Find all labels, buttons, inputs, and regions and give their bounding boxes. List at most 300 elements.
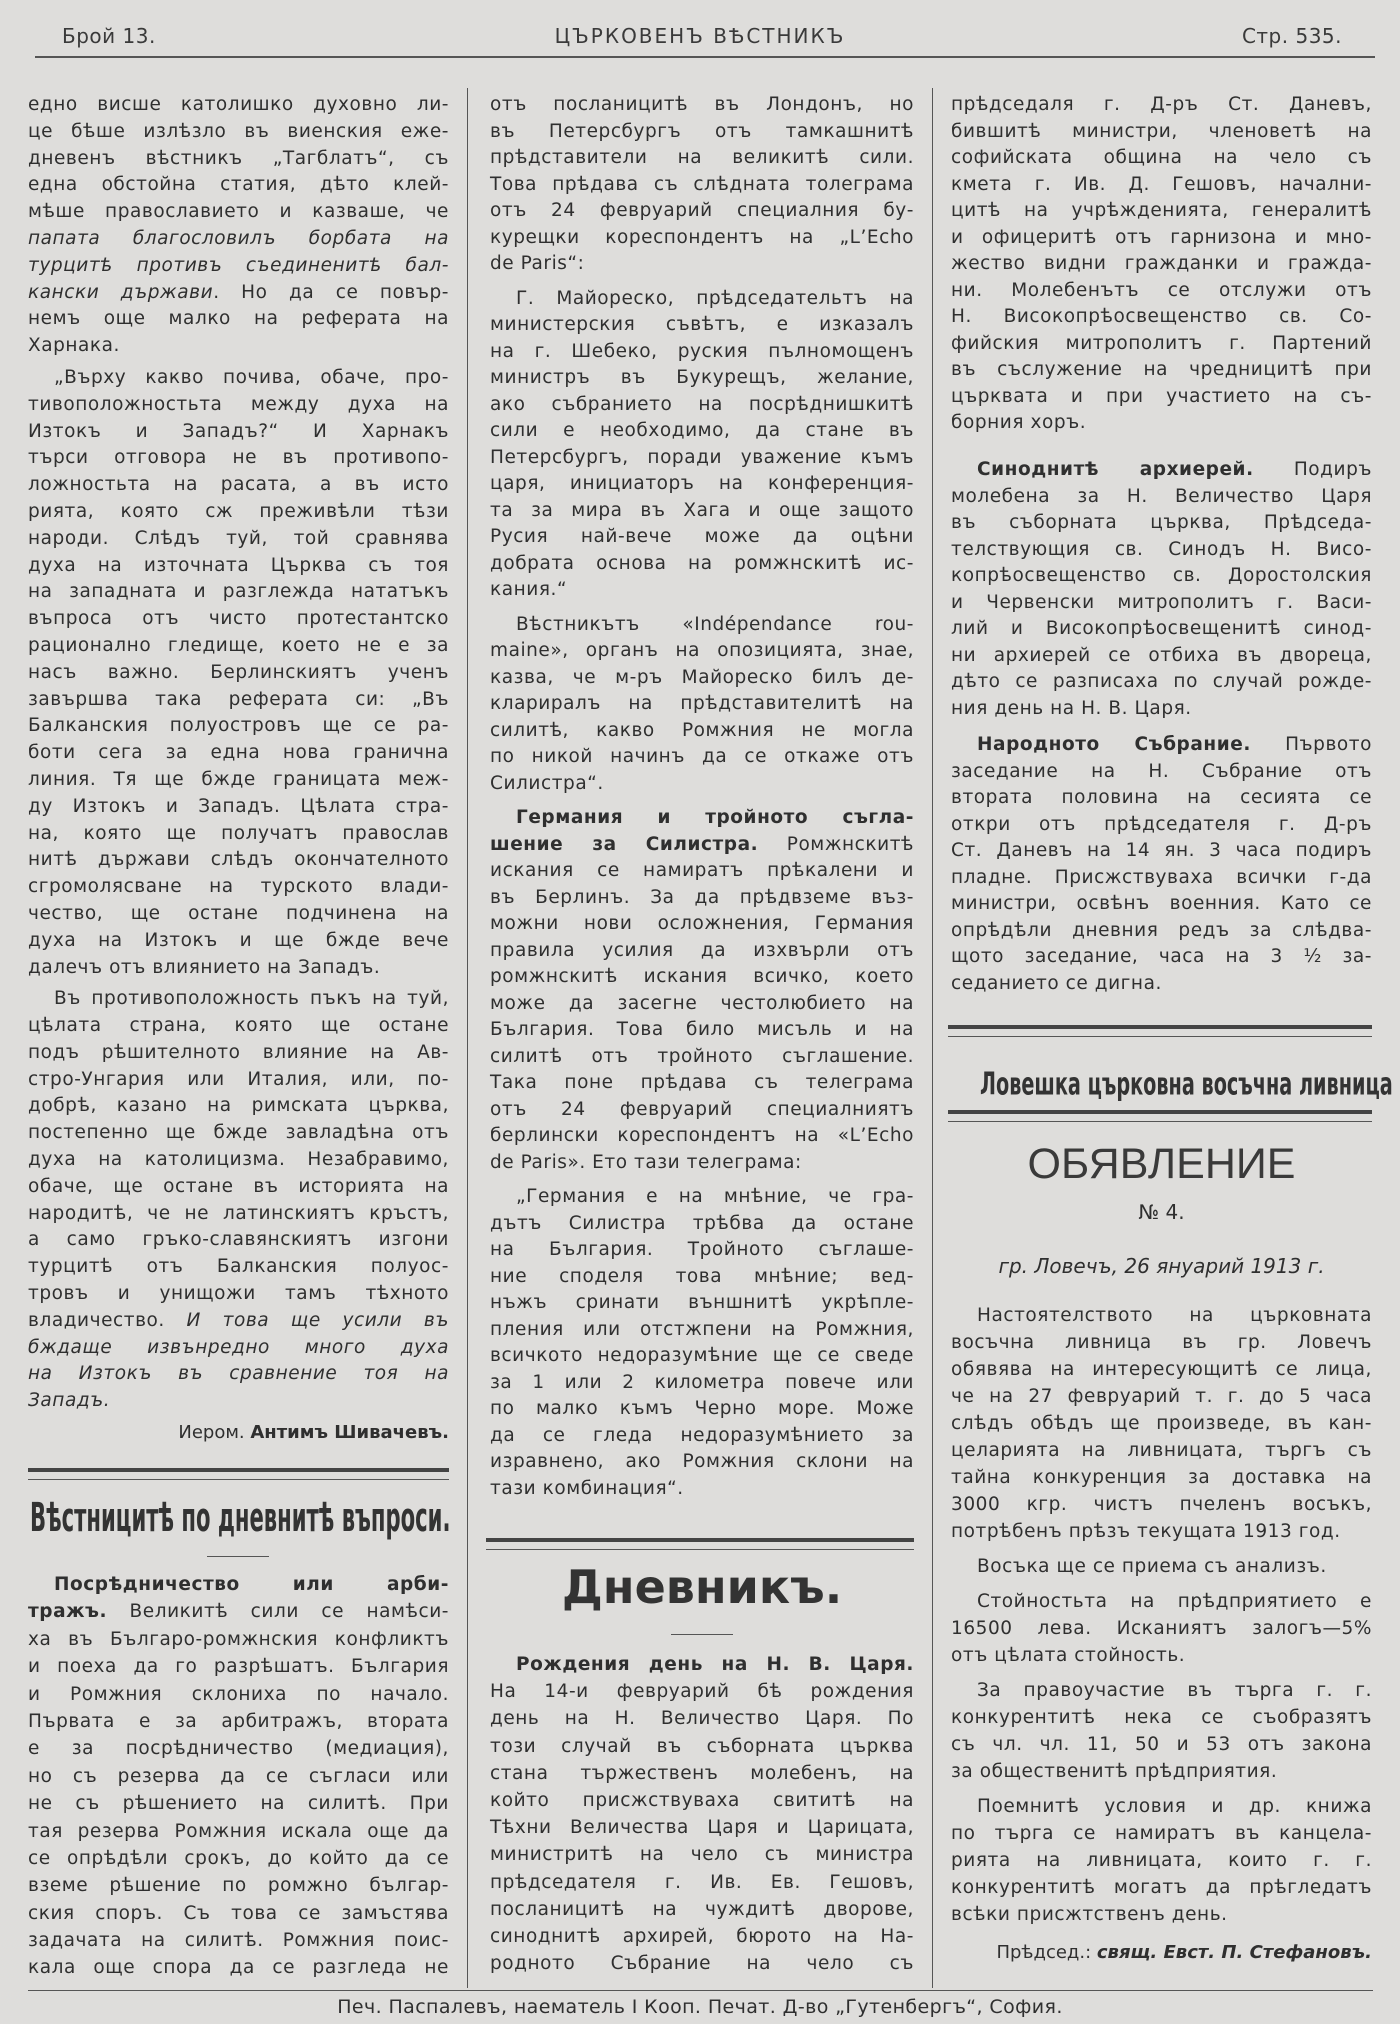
text-segment: съ чл. чл. 11, 50 и 53 отъ закона xyxy=(951,1734,1372,1755)
ad-signature xyxy=(951,1942,1372,1963)
text-line xyxy=(28,1954,449,1981)
text-line xyxy=(951,1437,1372,1464)
bold-lead-text: тражъ. xyxy=(28,1601,108,1623)
text-segment: цѣлата страна, която ще остане xyxy=(28,1015,449,1037)
signature-prefix: Прѣдсед.: xyxy=(996,1942,1097,1963)
text-segment: добрѣ, казано на римската църква, xyxy=(28,1095,449,1117)
text-line xyxy=(490,885,914,912)
text-line xyxy=(951,1464,1372,1491)
text-segment: за общественитѣ прѣдприятия. xyxy=(951,1761,1278,1782)
text-segment: Ст. Даневъ на 14 ян. 3 часа подиръ xyxy=(951,840,1372,861)
text-segment: бившитѣ министри, членоветѣ на xyxy=(951,120,1372,142)
text-line xyxy=(490,312,914,339)
text-segment: ложностьта на расата, а въ исто xyxy=(28,474,449,496)
text-line xyxy=(490,1370,914,1397)
bold-lead-text: Рождения день на Н. В. Царя. xyxy=(516,1654,914,1675)
text-line xyxy=(490,198,914,225)
text-segment: Подиръ xyxy=(1253,459,1372,480)
article-continuation xyxy=(28,92,449,1420)
text-segment: дѣто се разписаха по случай рожде- xyxy=(951,671,1372,692)
text-line xyxy=(490,612,914,639)
text-line xyxy=(28,1653,449,1680)
text-segment: Харнака. xyxy=(28,335,120,357)
text-line xyxy=(28,499,449,526)
text-segment: ха въ Българо-ромжнския конфликтъ xyxy=(28,1628,449,1650)
article-continuation xyxy=(951,92,1372,442)
paragraph xyxy=(951,1302,1372,1545)
text-line xyxy=(28,472,449,499)
paragraph xyxy=(490,805,914,1176)
text-segment: за 1 или 2 километра повече или xyxy=(490,1371,914,1393)
text-segment: Настоятелството на църковната xyxy=(977,1305,1372,1326)
ad-dateline: гр. Ловечъ, 26 януарий 1913 г. xyxy=(998,1254,1325,1278)
text-line xyxy=(28,1040,449,1067)
text-line xyxy=(951,92,1372,119)
text-segment: Н. Високопрѣосвещенство св. Со- xyxy=(951,306,1372,327)
text-segment: нъжъ сринати външнитѣ укрѣпле- xyxy=(490,1292,914,1313)
text-segment: и поеха да го разрѣшатъ. България xyxy=(28,1656,449,1678)
text-line xyxy=(28,226,449,253)
text-segment: задачата на силитѣ. Ромжния поис- xyxy=(28,1930,449,1952)
paragraph xyxy=(951,457,1372,722)
text-line xyxy=(490,286,914,313)
text-segment: изравнено, ако Ромжния склони на xyxy=(490,1451,914,1472)
text-line xyxy=(28,119,449,146)
text-line xyxy=(28,365,449,392)
text-segment: дневенъ вѣстникъ „Тагблатъ“, съ xyxy=(28,147,449,169)
text-line xyxy=(28,306,449,333)
text-line xyxy=(951,918,1372,945)
text-segment: фийския митрополитъ г. Партений xyxy=(951,332,1372,354)
text-segment: de Paris“: xyxy=(490,253,585,274)
text-line xyxy=(28,821,449,848)
text-line xyxy=(28,794,449,821)
text-line xyxy=(490,119,914,146)
paragraph xyxy=(951,1553,1372,1580)
text-line xyxy=(490,551,914,578)
text-segment: ския споръ. Съ това се замъстява xyxy=(28,1902,449,1924)
text-segment: Изтокъ и Западъ?“ И Харнакъ xyxy=(28,420,449,442)
text-segment: въ Берлинъ. За да прѣдвземе въз- xyxy=(490,886,914,908)
header-rule xyxy=(35,56,1375,58)
italic-text: Западъ. xyxy=(28,1390,111,1412)
text-line xyxy=(490,418,914,445)
text-segment: народи. Слѣдъ туй, той сравнява xyxy=(28,527,449,549)
text-line xyxy=(951,357,1372,384)
text-segment: Поемнитѣ условия и др. книжа xyxy=(977,1796,1372,1817)
italic-text: на Изтокъ въ сравнение тоя на xyxy=(28,1363,449,1385)
text-line xyxy=(28,146,449,173)
text-line xyxy=(490,911,914,938)
text-line xyxy=(28,253,449,280)
text-segment: копрѣосвещенство св. Доростолския xyxy=(951,565,1372,586)
text-line xyxy=(951,1847,1372,1874)
text-segment: искания се намиратъ прѣкалени и xyxy=(490,860,914,881)
text-line xyxy=(951,119,1372,146)
text-segment: България. Това било мисъль и на xyxy=(490,1019,914,1040)
text-line xyxy=(951,1731,1372,1758)
footer-rule xyxy=(28,1990,1373,1991)
text-line xyxy=(28,1093,449,1120)
text-segment: Петерсбургъ, поради уважение къмъ xyxy=(490,446,914,468)
text-line xyxy=(490,524,914,551)
text-line xyxy=(28,1120,449,1147)
text-segment: Първото xyxy=(1250,734,1372,755)
article-continuation xyxy=(490,92,914,1510)
text-segment: курещки кореспондентъ на „L’Echo xyxy=(490,226,914,248)
text-line xyxy=(490,1787,914,1814)
text-segment: обаче, ще остане въ историята на xyxy=(28,1175,449,1197)
double-rule xyxy=(948,1025,1372,1037)
text-line xyxy=(951,1553,1372,1580)
text-segment: щото заседание, часа на 3 ½ за- xyxy=(951,946,1372,967)
text-line xyxy=(490,938,914,965)
text-segment: опрѣдѣли дневния редъ за слѣдва- xyxy=(951,919,1372,941)
text-line xyxy=(951,331,1372,358)
text-line xyxy=(28,1681,449,1708)
text-line xyxy=(28,392,449,419)
text-segment: на западната и разглежда нататъкъ xyxy=(28,581,449,603)
text-line xyxy=(28,1281,449,1308)
text-line xyxy=(951,563,1372,590)
text-segment: казва, че м-ръ Майореско билъ де- xyxy=(490,666,914,688)
text-line xyxy=(490,445,914,472)
text-line xyxy=(490,964,914,991)
text-segment: стана тържественъ молебенъ, на xyxy=(490,1762,914,1784)
article-signature xyxy=(28,1422,449,1443)
text-line xyxy=(951,1491,1372,1518)
text-segment: по малко къмъ Черно море. Може xyxy=(490,1398,914,1419)
text-line xyxy=(28,445,449,472)
newspaper-title: ЦЪРКОВЕНЪ ВѢСТНИКЪ xyxy=(554,24,846,48)
text-segment: Ромжнскитѣ xyxy=(758,833,915,855)
text-segment: седанието се дигна. xyxy=(951,972,1162,994)
text-line xyxy=(28,1147,449,1174)
text-segment: насъ важно. Берлинскиятъ ученъ xyxy=(28,661,449,683)
text-line xyxy=(490,1476,914,1503)
text-line xyxy=(951,537,1372,564)
short-rule xyxy=(671,1634,733,1635)
text-segment: клариралъ на прѣдставителитѣ на xyxy=(490,693,914,714)
text-segment: народитѣ, че не латинскиятъ кръстъ, xyxy=(28,1202,449,1224)
text-line xyxy=(28,1763,449,1790)
text-segment: не съ рѣшението на силитѣ. При xyxy=(28,1793,449,1815)
text-line xyxy=(951,669,1372,696)
paragraph xyxy=(28,1571,449,1982)
paragraph xyxy=(951,92,1372,437)
column-divider xyxy=(467,88,468,1988)
text-line xyxy=(28,1735,449,1762)
text-segment: на г. Шебеко, руския пълномощенъ xyxy=(490,340,914,362)
text-line xyxy=(28,767,449,794)
italic-text: турцитѣ противъ съединенитѣ бал- xyxy=(28,254,449,276)
text-segment: постепенно ще бжде завладѣна отъ xyxy=(28,1122,449,1144)
text-line xyxy=(28,1900,449,1927)
paragraph xyxy=(28,986,449,1415)
text-line xyxy=(951,1642,1372,1669)
text-segment: рията на ливницата, които г. г. xyxy=(951,1850,1372,1871)
text-segment: а само гръко-славянскиятъ изгони xyxy=(28,1229,449,1251)
text-line xyxy=(951,484,1372,511)
text-line xyxy=(28,1571,449,1598)
text-segment: кания.“ xyxy=(490,579,568,600)
text-segment: прѣдставители на великитѣ сили. xyxy=(490,147,914,168)
text-line xyxy=(490,718,914,745)
text-segment: но съ резерва да се съгласи или xyxy=(28,1765,449,1787)
ad-banner: Ловешка църковна восъчна ливница xyxy=(980,1067,1393,1103)
text-line xyxy=(28,740,449,767)
text-segment: по търга се намиратъ въ канцела- xyxy=(951,1823,1372,1844)
text-line xyxy=(490,392,914,419)
text-line xyxy=(951,304,1372,331)
text-segment: всѣки присжтственъ день. xyxy=(951,1904,1228,1925)
text-line xyxy=(28,579,449,606)
text-segment: силитѣ, какво Ромжния не могла xyxy=(490,719,914,741)
text-line xyxy=(490,1184,914,1211)
text-segment: восъчна ливница въ гр. Ловечъ xyxy=(951,1332,1372,1353)
text-line xyxy=(490,577,914,604)
text-segment: ду Изтокъ и Западъ. Цѣлата стра- xyxy=(28,795,449,817)
text-line xyxy=(28,526,449,553)
text-line xyxy=(951,732,1372,759)
text-segment: силитѣ отъ тройното съглашение. xyxy=(490,1045,914,1067)
signature-prefix: Иером. xyxy=(178,1422,251,1443)
text-line xyxy=(951,172,1372,199)
text-line xyxy=(490,365,914,392)
text-line xyxy=(490,1097,914,1124)
paragraph xyxy=(490,286,914,604)
text-segment: линия. Тя ще бжде границата меж- xyxy=(28,768,449,790)
text-segment: отъ цѣлата стойность. xyxy=(951,1645,1186,1666)
text-segment: стро-Унгария или Италия, или, по- xyxy=(28,1068,449,1090)
text-line xyxy=(490,1264,914,1291)
paragraph xyxy=(28,92,449,360)
italic-text: папата благословилъ борбата на xyxy=(28,227,449,249)
text-line xyxy=(951,759,1372,786)
text-line xyxy=(28,687,449,714)
text-line xyxy=(490,1923,914,1950)
text-line xyxy=(28,901,449,928)
paragraph xyxy=(490,612,914,798)
text-line xyxy=(28,1067,449,1094)
text-segment: да се гледа недоразумѣнието за xyxy=(490,1424,914,1446)
text-line xyxy=(28,955,449,982)
text-segment: че на 27 февруарий т. г. до 5 часа xyxy=(951,1386,1372,1407)
text-segment: владичество. xyxy=(28,1309,187,1331)
text-line xyxy=(951,510,1372,537)
text-line xyxy=(951,1677,1372,1704)
text-line xyxy=(951,865,1372,892)
section-heading: Дневникъ. xyxy=(561,1560,843,1614)
text-segment: 3000 кгр. чистъ пчеленъ восъкъ, xyxy=(951,1494,1372,1515)
text-line xyxy=(28,928,449,955)
text-segment: молебена за Н. Величество Царя xyxy=(951,485,1372,507)
text-line xyxy=(951,590,1372,617)
text-segment: нитѣ държави слѣдъ окончателното xyxy=(28,849,449,871)
text-line xyxy=(951,616,1372,643)
text-segment: духа на източната Църква съ тоя xyxy=(28,554,449,576)
text-segment: тровъ и унищожи тамъ тѣхното xyxy=(28,1283,449,1305)
text-segment: синоднитѣ архирей, бюрото на На- xyxy=(490,1925,914,1947)
text-line xyxy=(28,1872,449,1899)
text-segment: Балканския полуостровъ ще се ра- xyxy=(28,715,449,737)
text-line xyxy=(28,1013,449,1040)
text-segment: ние споделя това мнѣние; вед- xyxy=(490,1265,914,1287)
text-line xyxy=(951,1518,1372,1545)
text-line xyxy=(490,1290,914,1317)
text-line xyxy=(490,832,914,859)
text-line xyxy=(490,691,914,718)
text-segment: на, която ще получатъ православ xyxy=(28,822,449,844)
double-rule xyxy=(486,1538,914,1550)
text-segment: царя, инициаторъ на конференция- xyxy=(490,473,914,494)
text-line xyxy=(490,1423,914,1450)
ad-number: № 4. xyxy=(1138,1200,1185,1224)
text-segment: въпроса отъ чисто протестантско xyxy=(28,608,449,630)
text-segment: можни нови осложнения, Германия xyxy=(490,913,914,934)
text-line xyxy=(490,1044,914,1071)
text-line xyxy=(951,384,1372,411)
text-line xyxy=(951,838,1372,865)
text-segment: отъ 24 февруарий специалния бу- xyxy=(490,200,914,221)
text-line xyxy=(28,1598,449,1625)
text-segment: „Германия е на мнѣние, че гра- xyxy=(516,1186,914,1207)
text-segment: подъ рѣшителното влияние на Ав- xyxy=(28,1041,449,1063)
text-line xyxy=(951,971,1372,998)
text-segment: тивоположностьта между духа на xyxy=(28,393,449,415)
text-line xyxy=(28,199,449,226)
text-segment: сгромолясване на турското влади- xyxy=(28,876,449,898)
text-line xyxy=(28,1388,449,1415)
text-line xyxy=(951,1901,1372,1928)
text-segment: отъ посланицитѣ въ Лондонъ, но xyxy=(490,94,914,115)
text-segment: прѣдседаля г. Д-ръ Ст. Даневъ, xyxy=(951,94,1372,115)
text-line xyxy=(490,805,914,832)
text-segment: отъ 24 февруарий специалниятъ xyxy=(490,1098,914,1120)
text-line xyxy=(951,225,1372,252)
paragraph xyxy=(951,732,1372,997)
text-line xyxy=(490,1070,914,1097)
text-segment: и Червенски митрополитъ г. Васи- xyxy=(951,591,1372,613)
text-line xyxy=(490,1123,914,1150)
text-line xyxy=(28,1174,449,1201)
text-line xyxy=(490,771,914,798)
text-segment: на България. Тройното съглаше- xyxy=(490,1239,914,1260)
text-segment: кала още спора да се разгледа не xyxy=(28,1957,449,1979)
text-line xyxy=(28,419,449,446)
bold-lead-text: Народното Събрание. xyxy=(977,734,1251,755)
text-segment: който присжствуваха свититѣ на xyxy=(490,1789,914,1811)
text-line xyxy=(490,1211,914,1238)
text-line xyxy=(951,145,1372,172)
text-segment: въ съслужение на чредницитѣ при xyxy=(951,359,1372,380)
text-segment: Това прѣдава съ слѣдната толеграма xyxy=(490,173,914,195)
text-segment: втората половина на сесията се xyxy=(951,787,1372,808)
text-line xyxy=(28,1361,449,1388)
text-segment: откри отъ прѣдседателя г. Д-ръ xyxy=(951,813,1372,835)
text-segment: слѣдъ обѣдъ ще произведе, въ кан- xyxy=(951,1413,1372,1434)
text-segment: Вѣстникътъ «Indépendance rou- xyxy=(516,613,914,635)
text-line xyxy=(490,1733,914,1760)
text-line xyxy=(490,1841,914,1868)
text-line xyxy=(490,1317,914,1344)
text-segment: въ Петерсбургъ отъ тамкашнитѣ xyxy=(490,120,914,142)
text-segment: по никой начинъ да се откаже отъ xyxy=(490,746,914,767)
paragraph xyxy=(28,365,449,981)
text-line xyxy=(28,172,449,199)
text-segment: цитѣ на учрѣжденията, генералитѣ xyxy=(951,200,1372,221)
text-line xyxy=(28,1708,449,1735)
text-line xyxy=(951,812,1372,839)
signature-name: свящ. Евст. П. Стефановъ. xyxy=(1096,1942,1372,1963)
text-segment: заседание на Н. Събрание отъ xyxy=(951,760,1372,782)
text-segment: ромжнскитѣ искания всичко, което xyxy=(490,966,914,987)
text-line xyxy=(28,1626,449,1653)
text-line xyxy=(490,1237,914,1264)
bold-lead-text: Синоднитѣ архиерей. xyxy=(977,459,1254,480)
text-line xyxy=(28,1254,449,1281)
ad-title: ОБЯВЛЕНИЕ xyxy=(1027,1140,1296,1188)
bold-lead-text: Посрѣдничество или арби- xyxy=(54,1574,449,1595)
text-segment: целарията на ливницата, търгъ съ xyxy=(951,1440,1372,1461)
text-line xyxy=(28,633,449,660)
text-line xyxy=(490,991,914,1018)
text-line xyxy=(28,660,449,687)
italic-text: бждаще извънредно много духа xyxy=(28,1336,449,1358)
text-segment: немъ още малко на реферата на xyxy=(28,308,449,330)
text-line xyxy=(490,1814,914,1841)
text-line xyxy=(28,713,449,740)
text-segment: боти сега за една нова гранична xyxy=(28,742,449,764)
text-line xyxy=(490,1950,914,1977)
italic-text: кански държави xyxy=(28,281,214,303)
text-segment: се опрѣдѣли срокъ, до който да се xyxy=(28,1847,449,1869)
bold-lead-text: Германия и тройното съгла- xyxy=(516,807,914,828)
text-line xyxy=(951,1410,1372,1437)
text-segment: тая резерва Ромжния искала още да xyxy=(28,1820,449,1842)
text-segment: е за посрѣдничество (медиация), xyxy=(28,1738,449,1760)
text-segment: въ съборната църква, Прѣдседа- xyxy=(951,512,1372,533)
text-line xyxy=(951,1588,1372,1615)
text-line xyxy=(490,1449,914,1476)
text-segment: софийската община на чело съ xyxy=(951,147,1372,168)
paragraph xyxy=(951,1588,1372,1669)
text-line xyxy=(490,1896,914,1923)
text-line xyxy=(951,1758,1372,1785)
text-segment: борния хоръ. xyxy=(951,412,1087,433)
text-segment: и Ромжния склониха по начало. xyxy=(28,1683,449,1705)
text-line xyxy=(490,339,914,366)
text-segment: конкурентитѣ могатъ да прѣгледатъ xyxy=(951,1877,1372,1898)
text-line xyxy=(490,1150,914,1177)
text-segment: Въ противоположность пъкъ на туй, xyxy=(54,988,449,1010)
text-segment: телствующия св. Синодъ Н. Висо- xyxy=(951,538,1372,560)
text-line xyxy=(28,1927,449,1954)
text-line xyxy=(490,744,914,771)
text-line xyxy=(28,1790,449,1817)
text-line xyxy=(490,1017,914,1044)
text-segment: ния день на Н. В. Царя. xyxy=(951,697,1192,719)
text-segment: ни. Молебенътъ се отслужи отъ xyxy=(951,279,1372,301)
signature-name: Антимъ Шивачевъ. xyxy=(250,1422,449,1443)
text-line xyxy=(28,92,449,119)
section-heading: Вѣстницитѣ по дневнитѣ въпроси. xyxy=(30,1493,451,1541)
text-segment: завършва така реферата си: „Въ xyxy=(28,688,449,710)
text-line xyxy=(951,1874,1372,1901)
text-line xyxy=(28,606,449,633)
text-segment: мѣше православието и казваше, че xyxy=(28,201,449,223)
text-segment: министерския съвѣтъ, е изказалъ xyxy=(490,314,914,335)
